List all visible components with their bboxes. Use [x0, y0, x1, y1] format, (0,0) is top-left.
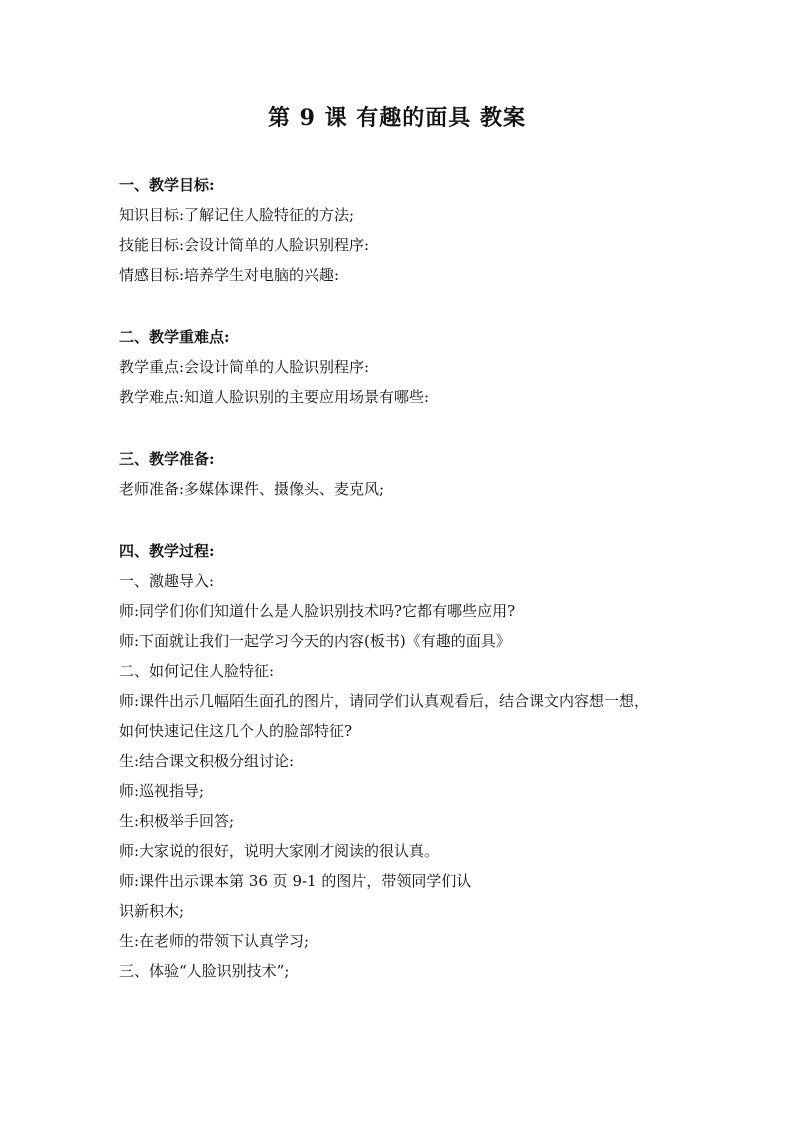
text-line: 教学难点:知道人脸识别的主要应用场景有哪些:: [119, 388, 430, 406]
text-line: 师:课件出示几幅陌生面孔的图片，请同学们认真观看后，结合课文内容想一想，: [119, 692, 650, 710]
text-line: 师:大家说的很好，说明大家刚才阅读的很认真。: [119, 842, 440, 860]
text-line: 生:在老师的带领下认真学习;: [119, 932, 310, 950]
section-heading: 一、教学目标:: [119, 176, 215, 194]
text-line: 知识目标:了解记住人脸特征的方法;: [119, 206, 355, 224]
text-line: 老师准备:多媒体课件、摄像头、麦克风;: [119, 480, 385, 498]
text-line: 师:下面就让我们一起学习今天的内容(板书)《有趣的面具》: [119, 632, 511, 650]
text-line: 识新积木;: [119, 902, 185, 920]
section-heading: 三、教学准备:: [119, 450, 215, 468]
text-line: 生:积极举手回答;: [119, 812, 235, 830]
text-line: 二、如何记住人脸特征:: [119, 662, 275, 680]
section-keypoints: [119, 322, 699, 412]
section-heading: 四、教学过程:: [119, 542, 215, 560]
section-goals: [119, 170, 699, 290]
text-line: 师:课件出示课本第 36 页 9-1 的图片，带领同学们认: [119, 872, 472, 890]
text-line: 生:结合课文积极分组讨论:: [119, 752, 295, 770]
text-line: 如何快速记住这几个人的脸部特征?: [119, 722, 353, 740]
page-title: 第 9 课 有趣的面具 教案: [268, 105, 526, 131]
section-spacer: [119, 412, 699, 444]
text-line: 师:同学们你们知道什么是人脸识别技术吗?它都有哪些应用?: [119, 602, 516, 620]
section-preparation: [119, 444, 699, 504]
text-line: 三、体验“人脸识别技术”;: [119, 962, 290, 980]
text-line: 一、激趣导入:: [119, 572, 215, 590]
text-line: 教学重点:会设计简单的人脸识别程序:: [119, 358, 370, 376]
document-body: [119, 170, 699, 986]
section-heading: 二、教学重难点:: [119, 328, 230, 346]
section-spacer: [119, 290, 699, 322]
section-spacer: [119, 504, 699, 536]
section-process: [119, 536, 699, 986]
text-line: 师:巡视指导;: [119, 782, 205, 800]
text-line: 技能目标:会设计简单的人脸识别程序:: [119, 236, 370, 254]
text-line: 情感目标:培养学生对电脑的兴趣:: [119, 266, 340, 284]
